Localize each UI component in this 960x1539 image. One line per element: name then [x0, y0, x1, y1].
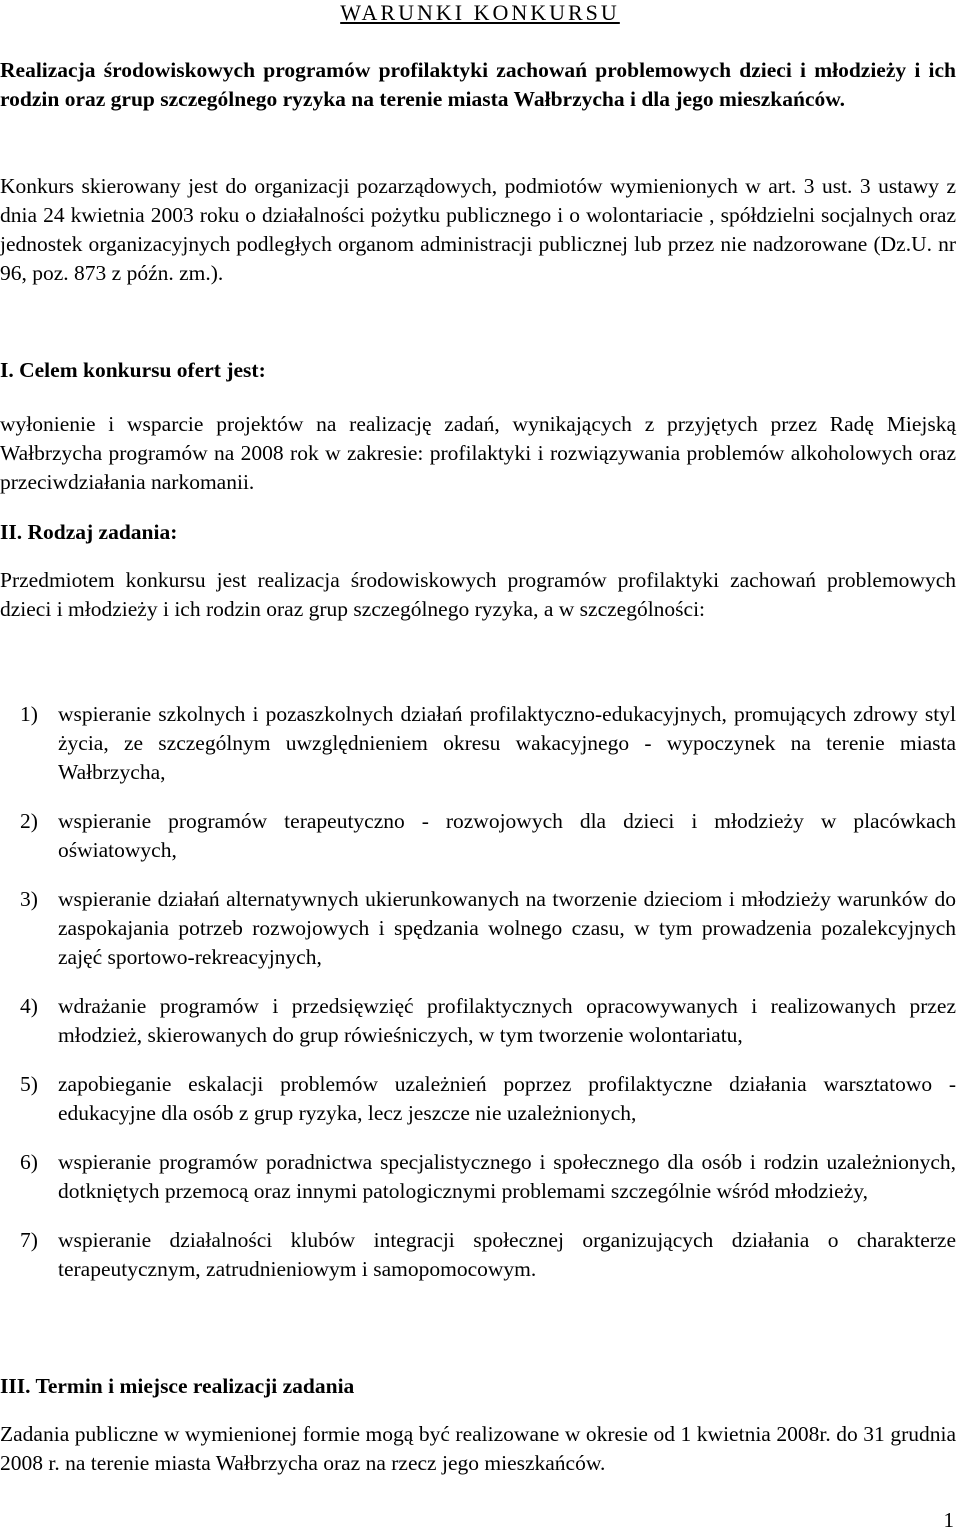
list-item — [0, 807, 956, 865]
list-item-number: 3) — [20, 887, 38, 911]
list-item — [0, 992, 956, 1050]
list-item — [0, 1226, 956, 1284]
list-item-text: wspieranie programów terapeutyczno - rozwojowych dla dzieci i młodzieży w placówkach oświatowych, — [58, 809, 956, 862]
list-item-text: wspieranie szkolnych i pozaszkolnych działań profilaktyczno-edukacyjnych, promujących zdrowy styl życia, ze szczególnym uwzględnieniem okresu wakacyjnego - wypoczynek na terenie miasta Wałbrzycha, — [58, 702, 956, 784]
section-1-text: wyłonienie i wsparcie projektów na realizację zadań, wynikających z przyjętych przez Radę Miejską Wałbrzycha programów na 2008 rok w zakresie: profilaktyki i rozwiązywania problemów alkoholowych oraz przeciwdziałania narkomanii. — [0, 412, 956, 494]
list-item-number: 2) — [20, 809, 38, 833]
list-item-number: 4) — [20, 994, 38, 1018]
list-item-text: wspieranie programów poradnictwa specjalistycznego i społecznego dla osób i rodzin uzależnionych, dotkniętych przemocą oraz innymi patologicznymi problemami szczególnie wśród młodzieży, — [58, 1150, 956, 1203]
list-item-text: wspieranie działań alternatywnych ukierunkowanych na tworzenie dzieciom i młodzieży warunków do zaspokajania potrzeb rozwojowych i spędzania wolnego czasu, w tym prowadzenia pozalekcyjnych zajęć sportowo-rekreacyjnych, — [58, 887, 956, 969]
list-item-number: 7) — [20, 1228, 38, 1252]
section-2-text: Przedmiotem konkursu jest realizacja środowiskowych programów profilaktyki zachowań problemowych dzieci i młodzieży i ich rodzin oraz grup szczególnego ryzyka, a w szczególności: — [0, 568, 956, 621]
section-1-heading: I. Celem konkursu ofert jest: — [0, 358, 266, 382]
list-item-number: 1) — [20, 702, 38, 726]
document-subject: Realizacja środowiskowych programów profilaktyki zachowań problemowych dzieci i młodzieży i ich rodzin oraz grup szczególnego ryzyka na terenie miasta Wałbrzycha i dla jego mieszkańców. — [0, 58, 956, 111]
list-item-number: 6) — [20, 1150, 38, 1174]
list-item-text: wspieranie działalności klubów integracji społecznej organizujących działania o charakterze terapeutycznym, zatrudnieniowym i samopomocowym. — [58, 1228, 956, 1281]
task-list — [0, 700, 956, 1284]
section-3-text: Zadania publiczne w wymienionej formie mogą być realizowane w okresie od 1 kwietnia 2008r. do 31 grudnia 2008 r. na terenie miasta Wałbrzycha oraz na rzecz jego mieszkańców. — [0, 1422, 956, 1475]
document-intro: Konkurs skierowany jest do organizacji pozarządowych, podmiotów wymienionych w art. 3 ust. 3 ustawy z dnia 24 kwietnia 2003 roku o działalności pożytku publicznego i o wolontariacie , spółdzielni socjalnych oraz jednostek organizacyjnych podległych organom administracji publicznej lub przez nie nadzorowane (Dz.U. nr 96, poz. 873 z późn. zm.). — [0, 174, 956, 285]
section-2-heading: II. Rodzaj zadania: — [0, 520, 178, 544]
section-3-heading: III. Termin i miejsce realizacji zadania — [0, 1374, 355, 1398]
list-item-text: wdrażanie programów i przedsięwzięć profilaktycznych opracowywanych i realizowanych przez młodzież, skierowanych do grup rówieśniczych, w tym tworzenie wolontariatu, — [58, 994, 956, 1047]
document-title: WARUNKI KONKURSU — [340, 0, 620, 25]
list-item-text: zapobieganie eskalacji problemów uzależnień poprzez profilaktyczne działania warsztatowo - edukacyjne dla osób z grup ryzyka, lecz jeszcze nie uzależnionych, — [58, 1072, 956, 1125]
list-item — [0, 1148, 956, 1206]
page-number: 1 — [943, 1508, 954, 1532]
list-item — [0, 885, 956, 972]
list-item — [0, 700, 956, 787]
list-item-number: 5) — [20, 1072, 38, 1096]
list-item — [0, 1070, 956, 1128]
